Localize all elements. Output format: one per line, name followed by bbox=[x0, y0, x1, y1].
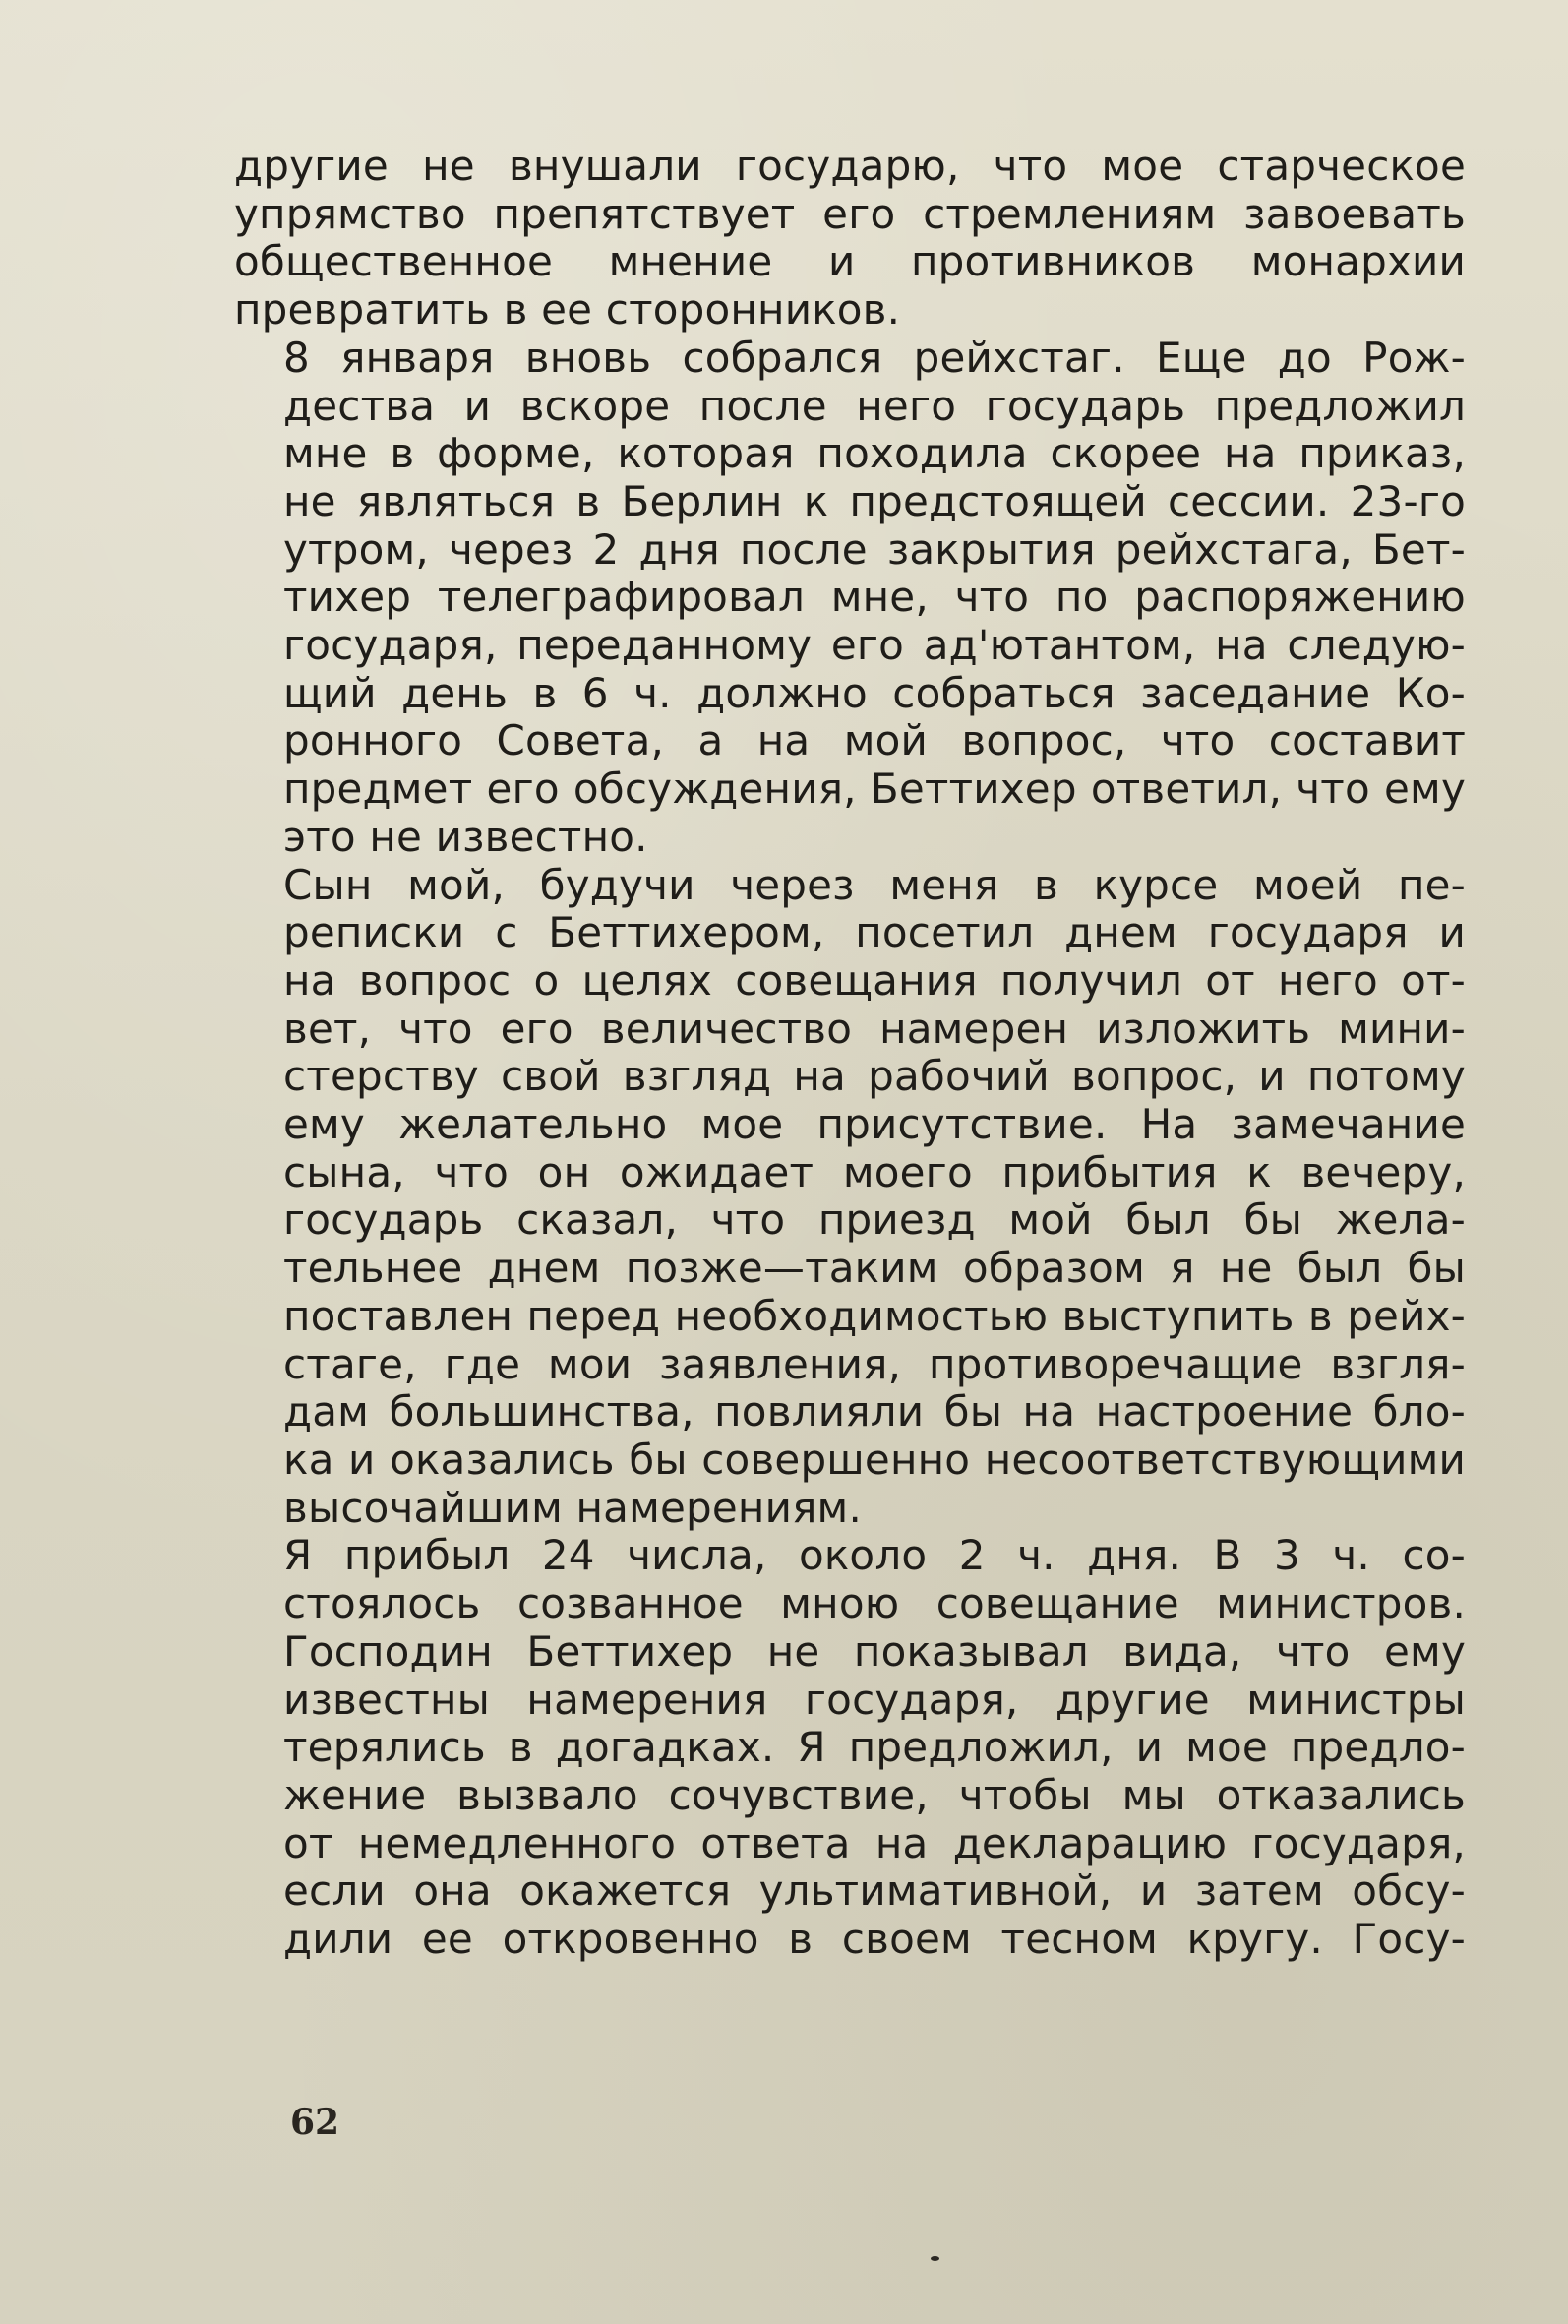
text-line: Сын мой, будучи через меня в курсе моей пе- bbox=[283, 860, 1466, 909]
text-line: упрямство препятствует его стремлениям завоевать bbox=[234, 189, 1466, 238]
text-line: терялись в догадках. Я предложил, и мое предло- bbox=[283, 1723, 1466, 1772]
text-line: Я прибыл 24 числа, около 2 ч. дня. В 3 ч. со- bbox=[283, 1531, 1466, 1580]
ink-speck bbox=[931, 2256, 939, 2261]
paragraph-3 bbox=[234, 862, 1466, 1533]
text-line: тихер телеграфировал мне, что по распоряжению bbox=[283, 573, 1466, 622]
text-line: ему желательно мое присутствие. На замечание bbox=[283, 1100, 1466, 1149]
text-line: государь сказал, что приезд мой был бы жела- bbox=[283, 1195, 1466, 1245]
text-line: щий день в 6 ч. должно собраться заседание Ко- bbox=[283, 668, 1466, 717]
text-line: ка и оказались бы совершенно несоответствующими bbox=[283, 1435, 1466, 1484]
text-line: известны намерения государя, другие министры bbox=[283, 1675, 1466, 1724]
text-line: превратить в ее сторонников. bbox=[234, 285, 901, 335]
text-line: ронного Совета, а на мой вопрос, что составит bbox=[283, 716, 1466, 765]
text-line: если она окажется ультимативной, и затем обсу- bbox=[283, 1866, 1466, 1916]
page-number: 62 bbox=[290, 2102, 340, 2143]
text-line: предмет его обсуждения, Беттихер ответил, что ему bbox=[283, 764, 1466, 814]
text-line: утром, через 2 дня после закрытия рейхстага, Бет- bbox=[283, 524, 1466, 574]
paragraph-1 bbox=[234, 143, 1466, 335]
text-line: реписки с Беттихером, посетил днем государя и bbox=[283, 908, 1466, 957]
text-line: Господин Беттихер не показывал вида, что ему bbox=[283, 1626, 1466, 1676]
text-line: тельнее днем позже—таким образом я не был бы bbox=[283, 1244, 1466, 1293]
text-line: дам большинства, повлияли бы на настроение бло- bbox=[283, 1387, 1466, 1437]
text-line: на вопрос о целях совещания получил от него от- bbox=[283, 955, 1466, 1005]
text-line: государя, переданному его ад'ютантом, на следую- bbox=[283, 621, 1466, 670]
text-line: стерству свой взгляд на рабочий вопрос, и потому bbox=[283, 1052, 1466, 1101]
body-text bbox=[234, 143, 1466, 1964]
text-line: высочайшим намерениям. bbox=[283, 1483, 862, 1532]
text-line: сына, что он ожидает моего прибытия к вечеру, bbox=[283, 1147, 1466, 1196]
text-line: мне в форме, которая походила скорее на приказ, bbox=[283, 429, 1466, 478]
text-line: 8 января вновь собрался рейхстаг. Еще до Рож- bbox=[283, 333, 1466, 382]
text-line: от немедленного ответа на декларацию государя, bbox=[283, 1818, 1466, 1867]
text-line: это не известно. bbox=[283, 812, 648, 861]
text-line: другие не внушали государю, что мое старческое bbox=[234, 142, 1466, 190]
text-line: поставлен перед необходимостью выступить в рейх- bbox=[283, 1291, 1466, 1340]
text-line: стоялось созванное мною совещание министров. bbox=[283, 1579, 1466, 1628]
paragraph-2 bbox=[234, 335, 1466, 862]
paragraph-4 bbox=[234, 1532, 1466, 1963]
text-line: не являться в Берлин к предстоящей сессии. 23-го bbox=[283, 476, 1466, 525]
text-line: стаге, где мои заявления, противоречащие взгля- bbox=[283, 1339, 1466, 1388]
text-line: жение вызвало сочувствие, чтобы мы отказались bbox=[283, 1770, 1466, 1819]
text-line: общественное мнение и противников монархии bbox=[234, 237, 1466, 286]
text-line: дили ее откровенно в своем тесном кругу. Госу- bbox=[283, 1915, 1466, 1964]
text-line: вет, что его величество намерен изложить мини- bbox=[283, 1004, 1466, 1053]
text-line: дества и вскоре после него государь предложил bbox=[283, 381, 1466, 430]
